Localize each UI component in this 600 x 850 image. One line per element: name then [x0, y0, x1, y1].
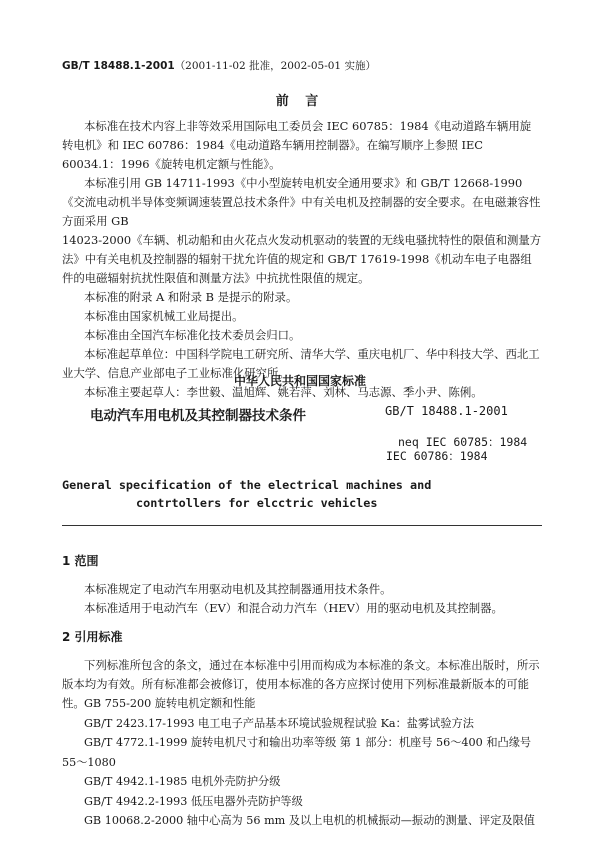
standard-title-en-line2: contrtollers for elcctric vehicles	[136, 496, 378, 510]
document-header	[62, 58, 376, 73]
reference-list	[62, 694, 542, 831]
divider-rule	[62, 525, 542, 526]
section-1-body	[62, 580, 542, 618]
section-1-heading: 1 范围	[62, 554, 99, 568]
preface-paragraph: 本标准主要起草人：李世毅、温旭辉、姚若萍、刘林、马志源、季小尹、陈俐。	[84, 385, 483, 399]
preface-paragraph: 14023-2000《车辆、机动船和由火花点火发动机驱动的装置的无线电骚扰特性的限值和测量方法》中有关电机及控制器的辐射干扰允许值的规定和 GB/T 17619-1998《机动车电子电器组件的电磁辐射抗扰性限值和测量方法》中抗扰性限值的规定。	[62, 233, 542, 285]
preface-paragraph: 本标准由全国汽车标准化技术委员会归口。	[84, 328, 301, 342]
section-paragraph: 本标准规定了电动汽车用驱动电机及其控制器通用技术条件。	[84, 582, 392, 596]
section-2-heading: 2 引用标准	[62, 630, 123, 644]
section-paragraph: 下列标准所包含的条文，通过在本标准中引用而构成为本标准的条文。本标准出版时，所示版本均为有效。所有标准都会被修订，使用本标准的各方应探讨使用下列标准最新版本的可能性。	[62, 658, 540, 710]
preface-paragraph: 本标准的附录 A 和附录 B 是提示的附录。	[84, 290, 298, 304]
preface-body	[62, 117, 542, 402]
reference-item: GB/T 4772.1-1999 旋转电机尺寸和输出功率等级 第 1 部分：机座号 56～400 和凸缘号	[84, 736, 532, 749]
section-paragraph: 本标准适用于电动汽车（EV）和混合动力汽车（HEV）用的驱动电机及其控制器。	[84, 601, 503, 615]
preface-paragraph: 本标准起草单位：中国科学院电工研究所、清华大学、重庆电机厂、华中科技大学、西北工业大学、信息产业部电子工业标准化研究所。	[62, 347, 540, 380]
reference-item: GB 755-200 旋转电机定额和性能	[84, 697, 256, 710]
standard-title-en-line1: General specification of the electrical machines and	[62, 478, 432, 492]
standard-number: GB/T 18488.1-2001	[385, 404, 508, 418]
reference-item: GB/T 4942.2-1993 低压电器外壳防护等级	[84, 794, 303, 808]
preface-paragraph: 本标准在技术内容上非等效采用国际电工委员会 IEC 60785：1984《电动道路车辆用旋转电机》和 IEC 60786：1984《电动道路车辆用控制器》。在编写顺序上参照 IEC 60034.1：1996《旋转电机定额与性能》。	[62, 119, 532, 171]
reference-item: 55～1080	[62, 755, 116, 769]
equivalence-note-1: neq IEC 60785：1984	[398, 435, 528, 449]
preface-paragraph: 本标准由国家机械工业局提出。	[84, 309, 244, 323]
standard-title-cn: 电动汽车用电机及其控制器技术条件	[90, 408, 306, 424]
standard-code: GB/T 18488.1-2001	[62, 60, 175, 72]
equivalence-note-2: IEC 60786：1984	[386, 449, 488, 463]
preface-paragraph: 本标准引用 GB 14711-1993《中小型旋转电机安全通用要求》和 GB/T 12668-1990《交流电动机半导体变频调速装置总技术条件》中有关电机及控制器的安全要求。在电磁兼容性方面采用 GB	[62, 176, 541, 228]
approval-dates: （2001-11-02 批准，2002-05-01 实施）	[174, 60, 376, 72]
reference-item: GB/T 2423.17-1993 电工电子产品基本环境试验规程试验 Ka：盐雾试验方法	[84, 716, 474, 730]
national-standard-label: 中华人民共和国国家标准	[233, 374, 366, 388]
reference-item: GB/T 4942.1-1985 电机外壳防护分级	[84, 775, 281, 788]
preface-title: 前 言	[275, 94, 325, 109]
reference-item: GB 10068.2-2000 轴中心高为 56 mm 及以上电机的机械振动—振动的测量、评定及限值	[84, 814, 535, 827]
